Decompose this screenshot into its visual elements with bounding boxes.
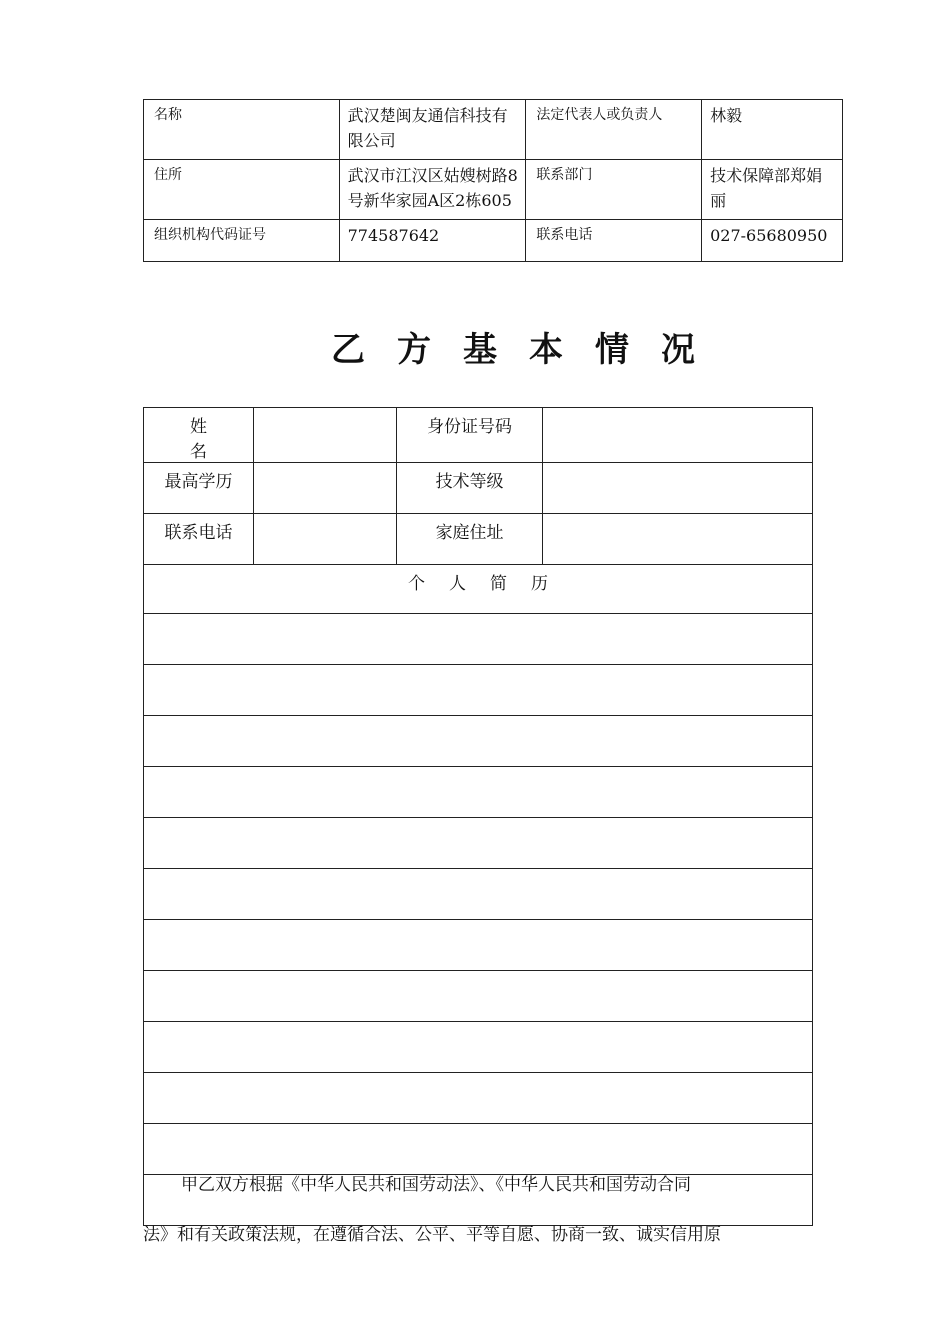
table-row — [144, 514, 813, 565]
resume-row — [144, 716, 813, 767]
resume-line[interactable] — [144, 920, 813, 971]
tech-level-label: 技术等级 — [396, 463, 543, 514]
table-row — [144, 220, 843, 262]
education-field[interactable] — [253, 463, 396, 514]
resume-line[interactable] — [144, 1073, 813, 1124]
phone-field[interactable] — [253, 514, 396, 565]
table-row — [144, 160, 843, 220]
resume-line[interactable] — [144, 665, 813, 716]
resume-row — [144, 614, 813, 665]
title-char: 乙 — [331, 330, 365, 370]
party-a-info-table — [143, 99, 843, 262]
name-label: 姓名 — [144, 408, 254, 463]
title-char: 本 — [529, 330, 563, 370]
org-code-value: 774587642 — [339, 220, 526, 262]
address-label: 住所 — [144, 160, 340, 220]
table-row — [144, 100, 843, 160]
resume-heading: 个 人 简 历 — [144, 565, 813, 614]
resume-row — [144, 818, 813, 869]
resume-line[interactable] — [144, 869, 813, 920]
legal-rep-label: 法定代表人或负责人 — [526, 100, 702, 160]
resume-row — [144, 920, 813, 971]
title-char: 情 — [595, 330, 629, 370]
resume-row — [144, 1073, 813, 1124]
home-address-field[interactable] — [543, 514, 813, 565]
resume-line[interactable] — [144, 1124, 813, 1175]
section-title — [143, 322, 883, 371]
contact-dept-label: 联系部门 — [526, 160, 702, 220]
resume-row — [144, 665, 813, 716]
contact-phone-label: 联系电话 — [526, 220, 702, 262]
phone-label: 联系电话 — [144, 514, 254, 565]
id-number-field[interactable] — [543, 408, 813, 463]
contact-dept-value: 技术保障部郑娟丽 — [702, 160, 843, 220]
legal-rep-value: 林毅 — [702, 100, 843, 160]
address-value: 武汉市江汉区姑嫂树路8号新华家园A区2栋605 — [339, 160, 526, 220]
table-row — [144, 408, 813, 463]
title-char: 况 — [661, 330, 695, 370]
tech-level-field[interactable] — [543, 463, 813, 514]
resume-line[interactable] — [144, 818, 813, 869]
org-code-label: 组织机构代码证号 — [144, 220, 340, 262]
home-address-label: 家庭住址 — [396, 514, 543, 565]
resume-line[interactable] — [144, 614, 813, 665]
table-row — [144, 565, 813, 614]
contact-phone-value: 027-65680950 — [702, 220, 843, 262]
education-label: 最高学历 — [144, 463, 254, 514]
body-paragraph-line-2: 法》和有关政策法规，在遵循合法、公平、平等自愿、协商一致、诚实信用原 — [143, 1225, 721, 1245]
resume-line[interactable] — [144, 971, 813, 1022]
name-field[interactable] — [253, 408, 396, 463]
party-b-info-table — [143, 407, 813, 1226]
title-char: 方 — [397, 330, 431, 370]
resume-row — [144, 767, 813, 818]
resume-row — [144, 1124, 813, 1175]
resume-line[interactable] — [144, 1022, 813, 1073]
body-paragraph-line-1: 甲乙双方根据《中华人民共和国劳动法》、《中华人民共和国劳动合同 — [181, 1175, 691, 1195]
resume-line[interactable] — [144, 767, 813, 818]
resume-row — [144, 1022, 813, 1073]
resume-row — [144, 971, 813, 1022]
name-value: 武汉楚闽友通信科技有限公司 — [339, 100, 526, 160]
id-number-label: 身份证号码 — [396, 408, 543, 463]
resume-line[interactable] — [144, 716, 813, 767]
resume-row — [144, 869, 813, 920]
name-label: 名称 — [144, 100, 340, 160]
table-row — [144, 463, 813, 514]
title-char: 基 — [463, 330, 497, 370]
